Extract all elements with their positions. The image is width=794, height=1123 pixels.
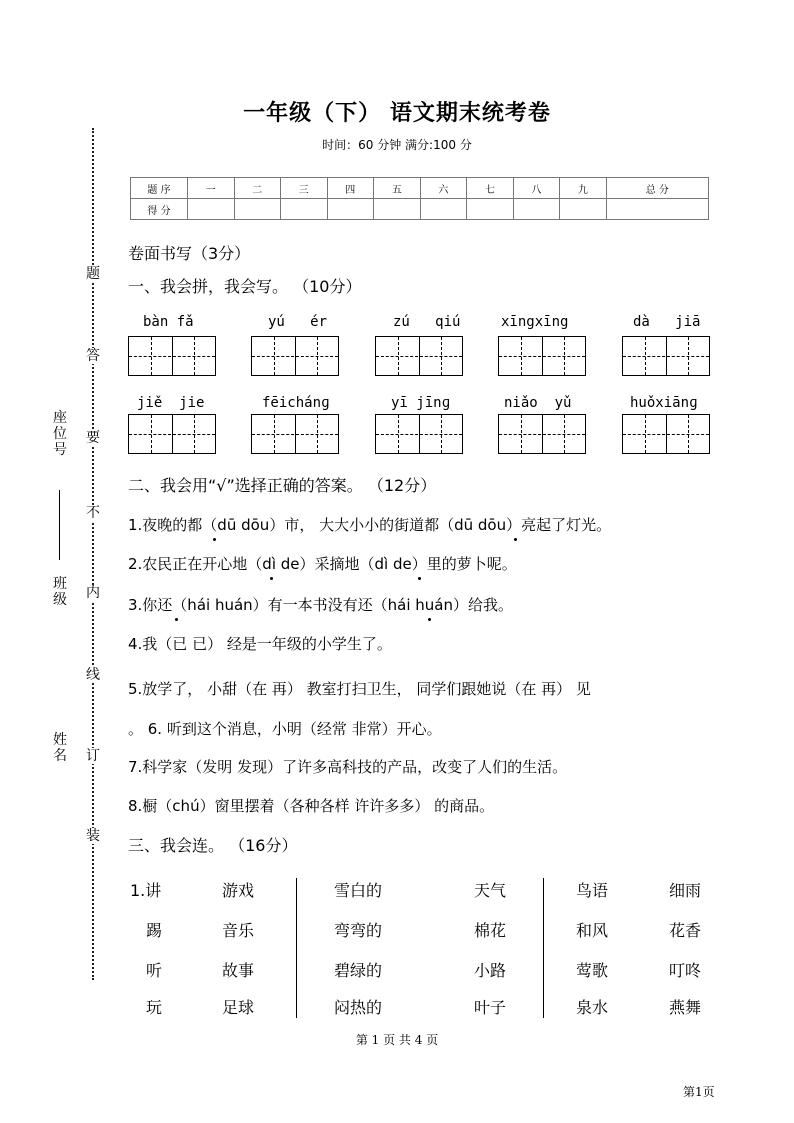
match-item[interactable]: 故事	[222, 961, 255, 980]
seal-char: 线	[86, 667, 100, 683]
question-item: 8.橱（chú）窗里摆着（各种各样 许许多多） 的商品。	[128, 797, 495, 815]
writing-grid[interactable]	[498, 336, 586, 376]
table-cell: 三	[281, 178, 328, 199]
seal-char: 不	[86, 505, 100, 521]
match-item[interactable]: 音乐	[222, 921, 255, 940]
table-cell: 二	[234, 178, 281, 199]
seal-char: 要	[86, 430, 100, 446]
seal-char: 内	[86, 585, 100, 601]
seal-char: 题	[86, 266, 100, 282]
score-field[interactable]	[327, 199, 374, 220]
table-cell: 四	[327, 178, 374, 199]
question-item: 5.放学了， 小甜（在 再） 教室打扫卫生， 同学们跟她说（在 再） 见	[128, 680, 591, 698]
emphasis-dot	[418, 577, 421, 580]
score-field[interactable]	[374, 199, 421, 220]
emphasis-dot	[428, 618, 431, 621]
pinyin-label: bàn fǎ	[143, 314, 194, 330]
match-item[interactable]: 细雨	[669, 881, 702, 900]
table-cell: 七	[467, 178, 514, 199]
score-field[interactable]	[281, 199, 328, 220]
name-label: 姓名	[53, 732, 67, 764]
score-table	[130, 177, 709, 220]
score-field[interactable]	[513, 199, 560, 220]
seal-char: 答	[86, 348, 100, 364]
writing-grid[interactable]	[375, 414, 463, 454]
emphasis-dot	[175, 618, 178, 621]
handwriting-score-heading: 卷面书写（3分）	[128, 244, 251, 263]
score-field[interactable]	[606, 199, 708, 220]
writing-grid[interactable]	[622, 414, 710, 454]
question-item: 7.科学家（发明 发现）了许多高科技的产品，改变了人们的生活。	[128, 758, 568, 776]
seal-char: 订	[86, 748, 100, 764]
column-divider	[296, 878, 297, 1018]
table-row-label: 得 分	[131, 199, 188, 220]
match-item[interactable]: 玩	[146, 998, 163, 1017]
match-item[interactable]: 莺歌	[576, 961, 609, 980]
question-item: 1.夜晚的都（dū dōu）市， 大大小小的街道都（dū dōu）亮起了灯光。	[128, 516, 612, 534]
match-item[interactable]: 鸟语	[576, 881, 609, 900]
match-item[interactable]: 闷热的	[334, 998, 383, 1017]
match-item[interactable]: 棉花	[474, 921, 507, 940]
match-item[interactable]: 叶子	[474, 998, 507, 1017]
seat-underline	[59, 490, 60, 560]
section-3-title: 三、我会连。 （16分）	[128, 836, 298, 855]
question-item: 2.农民正在开心地（dì de）采摘地（dì de）里的萝卜呢。	[128, 555, 517, 573]
pinyin-label: huǒxiānɡ	[630, 395, 698, 411]
match-item[interactable]: 泉水	[576, 998, 609, 1017]
table-cell: 总 分	[606, 178, 708, 199]
score-field[interactable]	[467, 199, 514, 220]
match-item[interactable]: 碧绿的	[334, 961, 383, 980]
writing-grid[interactable]	[128, 414, 216, 454]
match-item[interactable]: 花香	[669, 921, 702, 940]
score-field[interactable]	[560, 199, 607, 220]
writing-grid[interactable]	[498, 414, 586, 454]
table-cell: 五	[374, 178, 421, 199]
pinyin-label: yī jīnɡ	[391, 395, 451, 411]
match-item[interactable]: 游戏	[222, 881, 255, 900]
emphasis-dot	[514, 538, 517, 541]
writing-grid[interactable]	[251, 336, 339, 376]
table-cell: 一	[188, 178, 235, 199]
question-item: 4.我（已 已） 经是一年级的小学生了。	[128, 635, 392, 653]
table-cell: 九	[560, 178, 607, 199]
writing-grid[interactable]	[128, 336, 216, 376]
pinyin-label: yú ér	[268, 314, 328, 330]
table-row-label: 题 序	[131, 178, 188, 199]
match-item[interactable]: 听	[146, 961, 163, 980]
match-item[interactable]: 1.讲	[130, 881, 162, 900]
seal-char: 装	[86, 828, 100, 844]
corner-page-number: 第1页	[683, 1085, 715, 1099]
class-label: 班级	[53, 576, 67, 608]
table-cell: 六	[420, 178, 467, 199]
writing-grid[interactable]	[622, 336, 710, 376]
seat-number-label: 座位号	[53, 410, 67, 458]
pinyin-label: jiě jie	[137, 395, 205, 411]
pinyin-label: zú qiú	[393, 314, 461, 330]
match-item[interactable]: 叮咚	[669, 961, 702, 980]
section-1-title: 一、我会拼，我会写。 （10分）	[128, 277, 362, 296]
match-item[interactable]: 小路	[474, 961, 507, 980]
score-field[interactable]	[420, 199, 467, 220]
match-item[interactable]: 和风	[576, 921, 609, 940]
match-item[interactable]: 燕舞	[669, 998, 702, 1017]
match-item[interactable]: 雪白的	[334, 881, 383, 900]
pinyin-label: xīngxīng	[501, 314, 569, 330]
score-field[interactable]	[188, 199, 235, 220]
pinyin-label: fēichánɡ	[262, 395, 330, 411]
score-table-score-row	[131, 199, 709, 220]
page-number: 第 1 页 共 4 页	[355, 1033, 439, 1047]
emphasis-dot	[270, 577, 273, 580]
question-item: 3.你还（hái huán）有一本书没有还（hái huán）给我。	[128, 596, 514, 614]
pinyin-label: niǎo yǔ	[504, 395, 572, 411]
exam-info: 时间：60 分钟 满分:100 分	[322, 138, 472, 152]
emphasis-dot	[213, 538, 216, 541]
match-item[interactable]: 踢	[146, 921, 163, 940]
match-item[interactable]: 足球	[222, 998, 255, 1017]
pinyin-label: dà jiā	[633, 314, 701, 330]
writing-grid[interactable]	[251, 414, 339, 454]
score-table-header-row	[131, 178, 709, 199]
score-field[interactable]	[234, 199, 281, 220]
column-divider	[543, 878, 544, 1018]
match-item[interactable]: 天气	[474, 881, 507, 900]
writing-grid[interactable]	[375, 336, 463, 376]
section-2-title: 二、我会用“√”选择正确的答案。 （12分）	[128, 476, 437, 495]
table-cell: 八	[513, 178, 560, 199]
binding-dotted-line	[92, 128, 94, 980]
match-item[interactable]: 弯弯的	[334, 921, 383, 940]
question-item: 。 6. 听到这个消息，小明（经常 非常）开心。	[128, 720, 442, 738]
page-title: 一年级（下） 语文期末统考卷	[243, 100, 551, 126]
